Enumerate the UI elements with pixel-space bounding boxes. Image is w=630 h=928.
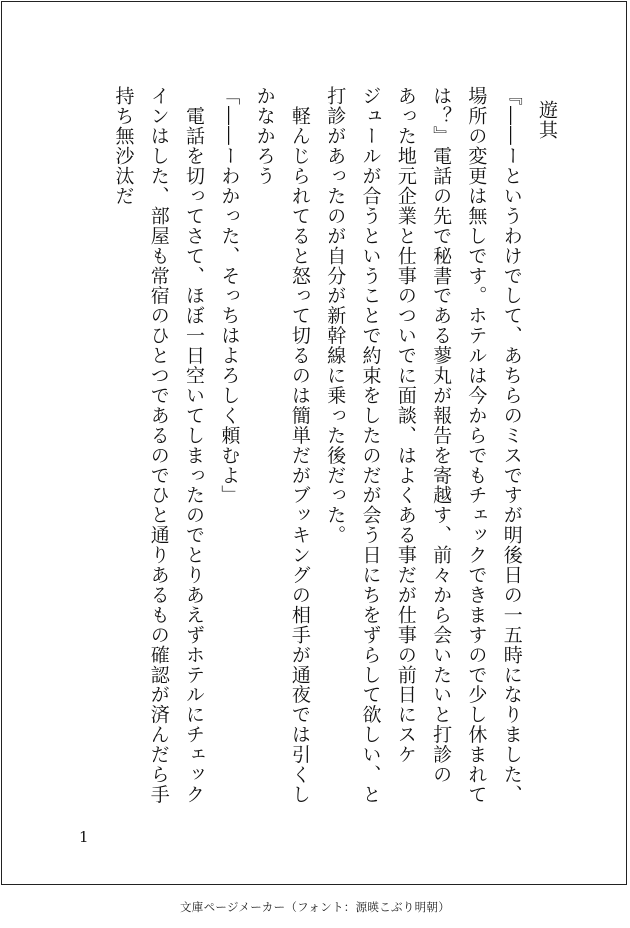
text-line: 打診があったのが自分が新幹線に乗った後だった。 [324, 86, 347, 545]
page-number: 1 [79, 828, 89, 846]
text-line: は？』電話の先で秘書である蓼丸が報告を寄越す、前々から会いたいと打診の [430, 86, 453, 785]
text-line: 電話を切ってさて、ほぼ一日空いてしまったのでとりあえずホテルにチェック [183, 86, 206, 805]
text-line: 『――ーというわけでして、あちらのミスですが明後日の一五時になりました、 [500, 86, 523, 805]
text-line: 持ち無沙汰だ [112, 86, 135, 206]
book-page [1, 1, 627, 885]
text-line: 軽んじられてると怒って切るのは簡単だがブッキングの相手が通夜では引くし [288, 86, 311, 805]
text-line: インはした、部屋も常宿のひとつであるのでひと通りあるもの確認が済んだら手 [147, 86, 170, 805]
text-line: あった地元企業と仕事のついでに面談、はよくある事だが仕事の前日にスケ [394, 86, 417, 765]
text-line: かなかろう [253, 86, 276, 186]
page-heading: 遊其 [536, 100, 558, 140]
vertical-text-block [105, 86, 564, 806]
text-line: 「――ーわかった、そっちはよろしく頼むよ」 [218, 86, 241, 505]
text-line: ジュールが合うということで約束をしたのだが会う日にちをずらして欲しい、と [359, 86, 382, 805]
text-line: 場所の変更は無しです。ホテルは今からでもチェックできますので少し休まれて [465, 86, 488, 805]
footer-caption: 文庫ページメーカー（フォント：源暎こぶり明朝） [179, 900, 451, 914]
